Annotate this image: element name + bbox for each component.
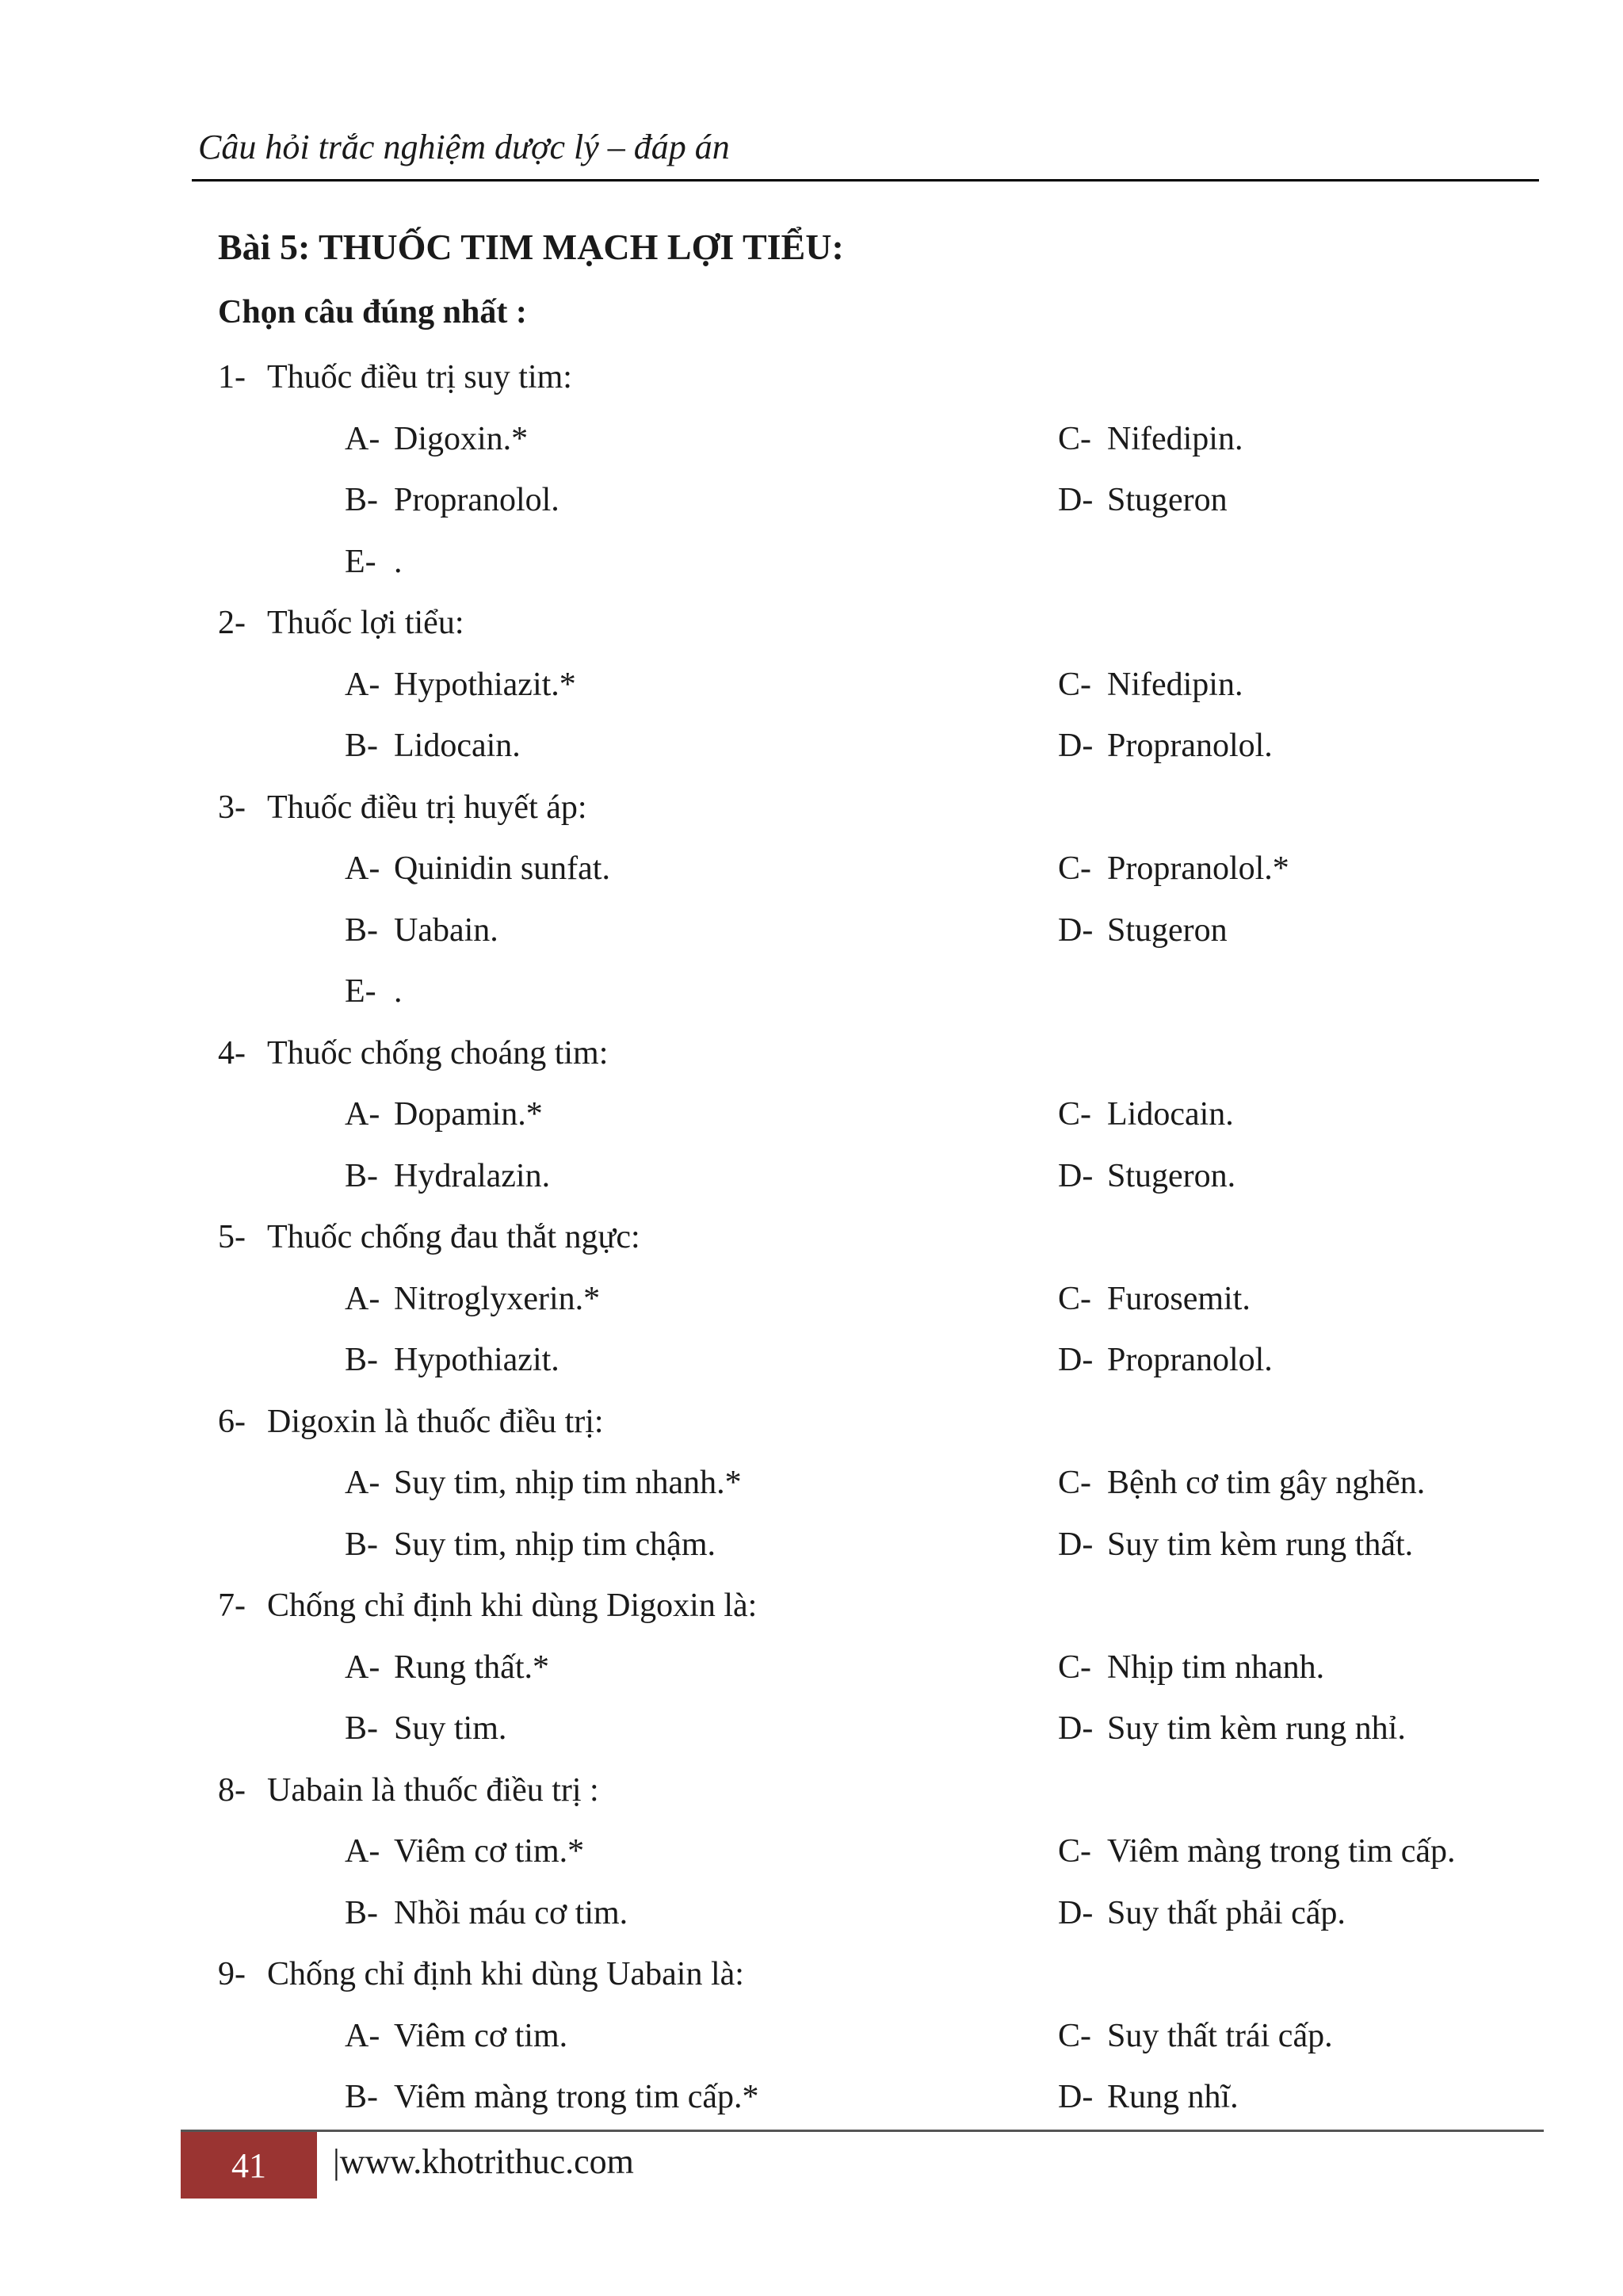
option-letter: C- bbox=[1058, 1280, 1091, 1317]
question-stem bbox=[218, 1207, 1549, 1269]
option-row bbox=[218, 470, 1549, 532]
answer-option bbox=[345, 1883, 1058, 1945]
answer-option bbox=[345, 409, 1058, 471]
option-row bbox=[218, 1821, 1549, 1883]
option-text: Viêm màng trong tim cấp.* bbox=[394, 2079, 759, 2115]
answer-option bbox=[1058, 2067, 1239, 2129]
option-letter: B- bbox=[345, 2079, 378, 2115]
option-row bbox=[218, 1698, 1549, 1760]
question-number: 5- bbox=[218, 1219, 246, 1255]
lesson-title: Bài 5: THUỐC TIM MẠCH LỢI TIỂU: bbox=[218, 227, 844, 267]
answer-option bbox=[345, 1637, 1058, 1699]
instruction-text: Chọn câu đúng nhất : bbox=[218, 294, 527, 330]
question-text: Thuốc chống choáng tim: bbox=[267, 1034, 609, 1072]
option-text: Propranolol. bbox=[1107, 1342, 1273, 1378]
option-text: Lidocain. bbox=[1107, 1096, 1234, 1133]
option-text: Viêm cơ tim.* bbox=[394, 1833, 585, 1870]
answer-option bbox=[1058, 470, 1228, 532]
option-text: Suy tim. bbox=[394, 1710, 507, 1747]
option-text: Hydralazin. bbox=[394, 1157, 551, 1194]
option-letter: B- bbox=[345, 1894, 378, 1931]
question-text: Uabain là thuốc điều trị : bbox=[267, 1771, 599, 1809]
answer-option bbox=[1058, 1637, 1324, 1699]
option-letter: C- bbox=[1058, 666, 1091, 703]
answer-option bbox=[1058, 839, 1289, 900]
option-text: Propranolol.* bbox=[1107, 850, 1289, 887]
option-text: . bbox=[394, 973, 403, 1010]
answer-option bbox=[345, 1146, 1058, 1208]
answer-option bbox=[345, 961, 1058, 1023]
page-header-title: Câu hỏi trắc nghiệm dược lý – đáp án bbox=[198, 128, 730, 166]
answer-option bbox=[345, 1330, 1058, 1392]
option-letter: A- bbox=[345, 1648, 380, 1686]
answer-option bbox=[345, 655, 1058, 716]
answer-option bbox=[1058, 655, 1243, 716]
option-text: Furosemit. bbox=[1107, 1280, 1251, 1317]
option-text: Suy tim kèm rung thất. bbox=[1107, 1526, 1414, 1563]
option-letter: A- bbox=[345, 850, 380, 887]
option-letter: A- bbox=[345, 420, 380, 457]
option-letter: C- bbox=[1058, 850, 1091, 887]
option-text: Nifedipin. bbox=[1107, 666, 1243, 703]
answer-option bbox=[345, 1698, 1058, 1760]
option-row bbox=[218, 900, 1549, 962]
question-text: Thuốc điều trị huyết áp: bbox=[267, 789, 587, 826]
option-text: Dopamin.* bbox=[394, 1096, 543, 1133]
option-letter: D- bbox=[1058, 2079, 1094, 2115]
option-text: Nhồi máu cơ tim. bbox=[394, 1894, 628, 1931]
answer-option bbox=[345, 470, 1058, 532]
option-letter: D- bbox=[1058, 1526, 1094, 1563]
answer-option bbox=[345, 716, 1058, 777]
option-text: Stugeron. bbox=[1107, 1157, 1236, 1194]
option-text: Viêm cơ tim. bbox=[394, 2017, 568, 2054]
answer-option bbox=[1058, 716, 1273, 777]
answer-option bbox=[345, 2067, 1058, 2129]
option-text: Propranolol. bbox=[394, 482, 559, 518]
answer-option bbox=[345, 1515, 1058, 1576]
option-letter: D- bbox=[1058, 1342, 1094, 1378]
page-number-box bbox=[181, 2132, 317, 2199]
option-letter: A- bbox=[345, 1280, 380, 1317]
option-letter: C- bbox=[1058, 420, 1091, 457]
question-number: 3- bbox=[218, 789, 246, 826]
option-text: Nitroglyxerin.* bbox=[394, 1280, 601, 1317]
option-text: Nifedipin. bbox=[1107, 420, 1243, 457]
option-letter: A- bbox=[345, 666, 380, 703]
question-text: Thuốc chống đau thắt ngực: bbox=[267, 1219, 640, 1255]
answer-option bbox=[345, 1084, 1058, 1146]
question-number: 9- bbox=[218, 1956, 246, 1992]
option-row bbox=[218, 532, 1549, 594]
question-number: 4- bbox=[218, 1034, 246, 1072]
option-text: Nhịp tim nhanh. bbox=[1107, 1648, 1325, 1686]
answer-option bbox=[345, 839, 1058, 900]
option-row bbox=[218, 2067, 1549, 2129]
option-text: Bệnh cơ tim gây nghẽn. bbox=[1107, 1465, 1426, 1501]
option-row bbox=[218, 1269, 1549, 1331]
page-number: 41 bbox=[231, 2145, 266, 2185]
question-text: Chống chỉ định khi dùng Digoxin là: bbox=[267, 1587, 758, 1624]
option-text: Quinidin sunfat. bbox=[394, 850, 610, 887]
option-letter: B- bbox=[345, 1342, 378, 1378]
option-text: Uabain. bbox=[394, 911, 498, 949]
option-letter: B- bbox=[345, 482, 378, 518]
option-text: Stugeron bbox=[1107, 911, 1228, 949]
option-text: Hypothiazit. bbox=[394, 1342, 559, 1378]
answer-option bbox=[1058, 1146, 1235, 1208]
option-letter: A- bbox=[345, 2017, 380, 2054]
answer-option bbox=[345, 2006, 1058, 2068]
answer-option bbox=[1058, 1698, 1406, 1760]
option-letter: B- bbox=[345, 728, 378, 764]
answer-option bbox=[1058, 1453, 1425, 1515]
footer-website: |www.khotrithuc.com bbox=[333, 2142, 634, 2181]
option-letter: B- bbox=[345, 1157, 378, 1194]
option-letter: C- bbox=[1058, 1465, 1091, 1501]
question-text: Thuốc lợi tiểu: bbox=[267, 605, 464, 641]
question-number: 7- bbox=[218, 1587, 246, 1624]
option-letter: A- bbox=[345, 1465, 380, 1501]
option-letter: B- bbox=[345, 1710, 378, 1747]
question-stem bbox=[218, 593, 1549, 655]
option-row bbox=[218, 961, 1549, 1023]
option-letter: D- bbox=[1058, 911, 1094, 949]
option-row bbox=[218, 1637, 1549, 1699]
option-text: Stugeron bbox=[1107, 482, 1228, 518]
question-number: 2- bbox=[218, 605, 246, 641]
option-text: Rung thất.* bbox=[394, 1648, 549, 1686]
option-row bbox=[218, 1330, 1549, 1392]
question-stem bbox=[218, 1023, 1549, 1085]
answer-option bbox=[345, 900, 1058, 962]
option-text: Viêm màng trong tim cấp. bbox=[1107, 1833, 1456, 1870]
answer-option bbox=[1058, 409, 1243, 471]
question-stem bbox=[218, 1576, 1549, 1637]
option-letter: C- bbox=[1058, 2017, 1091, 2054]
option-text: . bbox=[394, 543, 403, 580]
option-row bbox=[218, 2006, 1549, 2068]
question-stem bbox=[218, 1392, 1549, 1454]
option-letter: B- bbox=[345, 1526, 378, 1563]
option-text: Suy tim, nhịp tim nhanh.* bbox=[394, 1465, 742, 1501]
option-row bbox=[218, 1883, 1549, 1945]
option-letter: E- bbox=[345, 543, 376, 580]
option-row bbox=[218, 409, 1549, 471]
option-letter: D- bbox=[1058, 1157, 1094, 1194]
option-text: Suy tim, nhịp tim chậm. bbox=[394, 1526, 716, 1563]
option-letter: D- bbox=[1058, 1710, 1094, 1747]
question-stem bbox=[218, 1944, 1549, 2006]
option-row bbox=[218, 1453, 1549, 1515]
footer-divider bbox=[181, 2130, 1544, 2132]
answer-option bbox=[1058, 2006, 1333, 2068]
question-text: Digoxin là thuốc điều trị: bbox=[267, 1403, 604, 1440]
option-text: Suy thất trái cấp. bbox=[1107, 2017, 1333, 2054]
option-letter: D- bbox=[1058, 1894, 1094, 1931]
answer-option bbox=[1058, 1330, 1273, 1392]
question-stem bbox=[218, 1760, 1549, 1822]
option-text: Suy thất phải cấp. bbox=[1107, 1894, 1346, 1931]
option-letter: A- bbox=[345, 1096, 380, 1133]
answer-option bbox=[1058, 1821, 1456, 1883]
question-number: 6- bbox=[218, 1403, 246, 1440]
option-text: Propranolol. bbox=[1107, 728, 1273, 764]
option-row bbox=[218, 1515, 1549, 1576]
option-letter: C- bbox=[1058, 1833, 1091, 1870]
question-stem bbox=[218, 347, 1549, 409]
answer-option bbox=[345, 1453, 1058, 1515]
answer-option bbox=[345, 1821, 1058, 1883]
option-letter: E- bbox=[345, 973, 376, 1010]
option-row bbox=[218, 1084, 1549, 1146]
question-stem bbox=[218, 777, 1549, 839]
question-list bbox=[218, 347, 1549, 2129]
option-text: Digoxin.* bbox=[394, 420, 529, 457]
question-number: 1- bbox=[218, 359, 246, 395]
option-text: Hypothiazit.* bbox=[394, 666, 576, 703]
option-text: Rung nhĩ. bbox=[1107, 2079, 1239, 2115]
question-number: 8- bbox=[218, 1771, 246, 1809]
question-text: Thuốc điều trị suy tim: bbox=[267, 359, 572, 395]
option-text: Suy tim kèm rung nhỉ. bbox=[1107, 1710, 1406, 1747]
option-letter: C- bbox=[1058, 1096, 1091, 1133]
answer-option bbox=[345, 532, 1058, 594]
option-letter: D- bbox=[1058, 728, 1094, 764]
answer-option bbox=[1058, 1084, 1234, 1146]
answer-option bbox=[1058, 1269, 1251, 1331]
answer-option bbox=[345, 1269, 1058, 1331]
option-row bbox=[218, 839, 1549, 900]
option-letter: D- bbox=[1058, 482, 1094, 518]
question-text: Chống chỉ định khi dùng Uabain là: bbox=[267, 1956, 744, 1992]
option-letter: A- bbox=[345, 1833, 380, 1870]
header-divider bbox=[192, 179, 1539, 181]
option-text: Lidocain. bbox=[394, 728, 521, 764]
option-letter: C- bbox=[1058, 1648, 1091, 1686]
option-row bbox=[218, 655, 1549, 716]
option-row bbox=[218, 716, 1549, 777]
answer-option bbox=[1058, 900, 1228, 962]
option-row bbox=[218, 1146, 1549, 1208]
answer-option bbox=[1058, 1515, 1413, 1576]
option-letter: B- bbox=[345, 911, 378, 949]
answer-option bbox=[1058, 1883, 1346, 1945]
